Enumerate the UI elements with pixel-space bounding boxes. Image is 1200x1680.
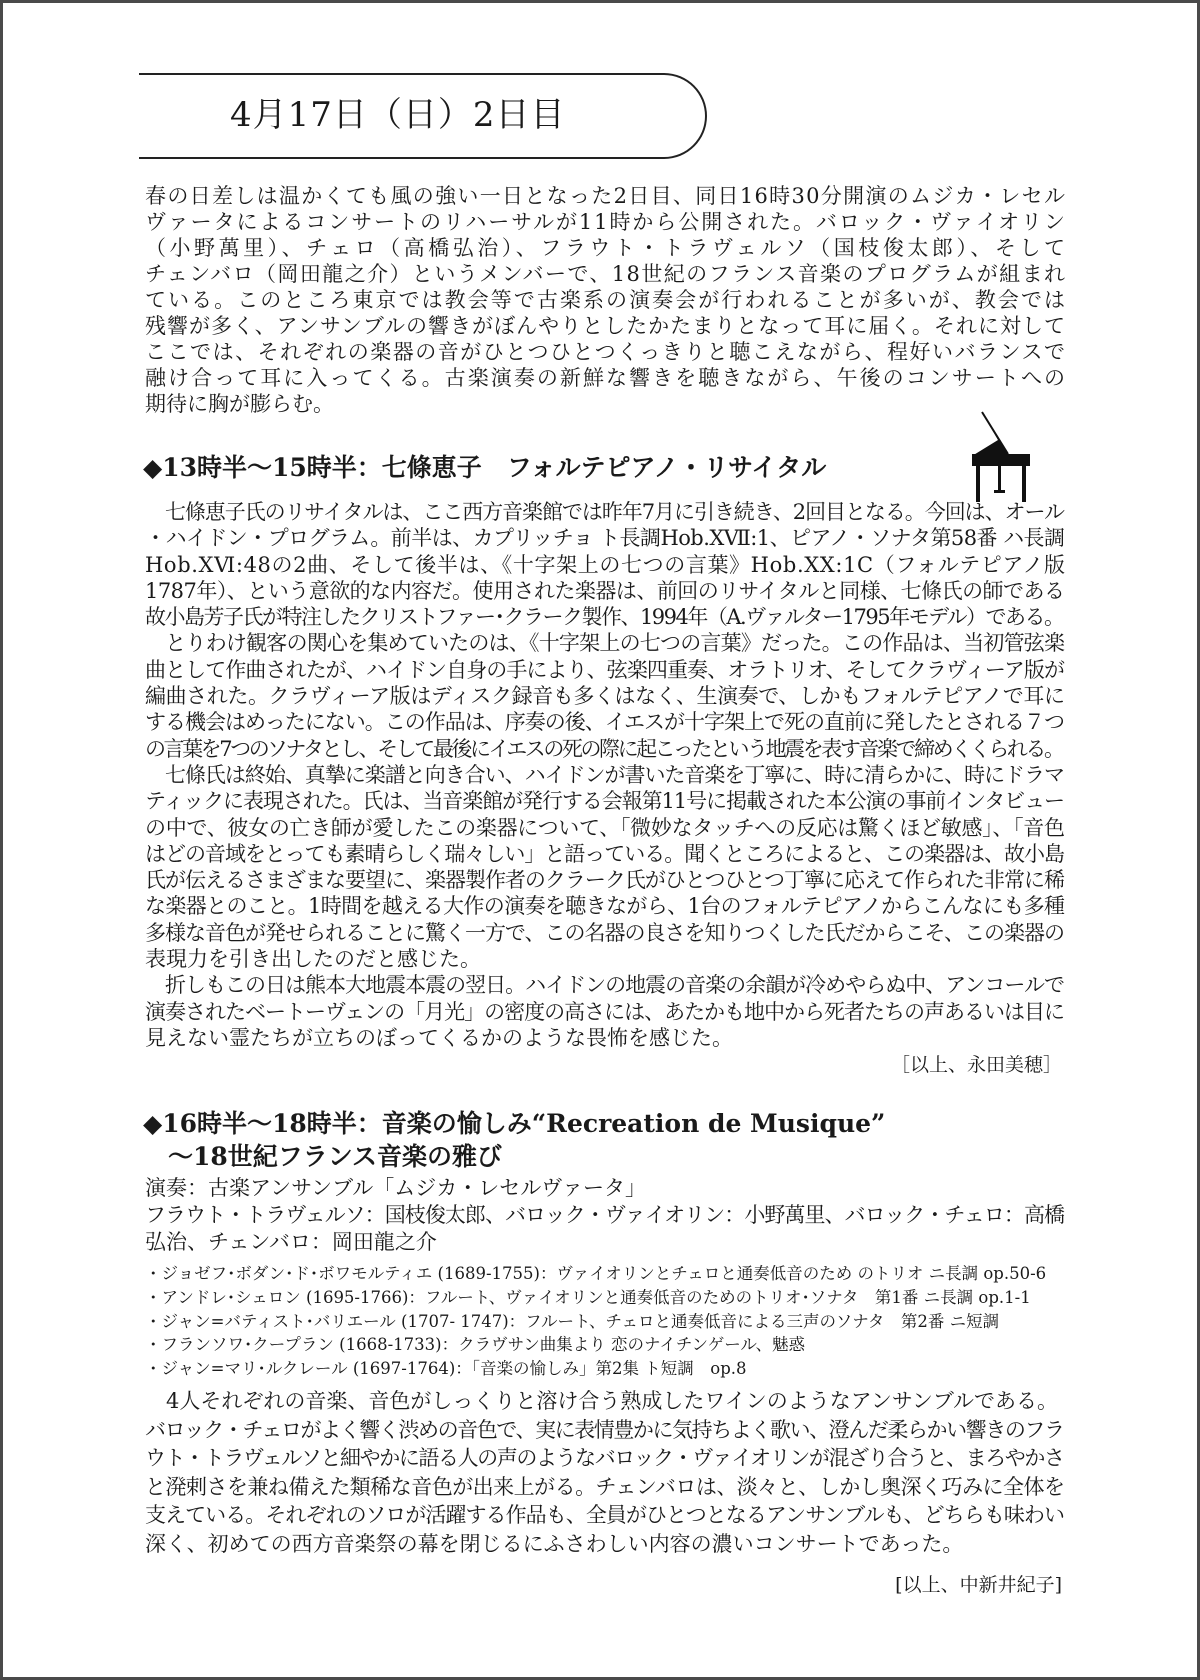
- text-line: 春の日差しは温かくても風の強い一日となった2日目、同日16時30分開演のムジカ・レセル: [145, 184, 1067, 208]
- section2-body: [145, 1387, 1065, 1559]
- text-line: フラウト・トラヴェルソ：国枝俊太郎、バロック・ヴァイオリン：小野萬里、バロック・チェロ：高橋: [145, 1203, 1065, 1227]
- text-line: ウト・トラヴェルソと細やかに語る人の声のようなバロック・ヴァイオリンが混ざり合うと、まろやかさ: [145, 1446, 1064, 1471]
- text-line: バロック・チェロがよく響く渋めの音色で、実に表情豊かに気持ちよく歌い、澄んだ柔らかい響きのフラ: [145, 1417, 1064, 1442]
- text-line: ・ハイドン・プログラム。前半は、カプリッチョ ト長調Hob.ⅩⅦ:1、ピアノ・ソナタ第58番 ハ長調: [145, 526, 1065, 551]
- text-line: （小野萬里）、チェロ（高橋弘治）、フラウト・トラヴェルソ（国枝俊太郎）、そして: [145, 236, 1069, 260]
- section1-heading: ◆13時半～15時半：七條恵子 フォルテピアノ・リサイタル: [143, 453, 827, 482]
- program-item: ・ジョゼフ･ボダン･ド･ボワモルティエ (1689-1755)：ヴァイオリンとチェロと通奏低音のため のトリオ ニ長調 op.50-6: [145, 1264, 1047, 1283]
- text-line: の中で、彼女の亡き師が愛したこの楽器について、「微妙なタッチへの反応は驚くほど敏感」、「音色: [145, 815, 1065, 840]
- text-line: 氏が伝えるさまざまな要望に、楽器製作者のクラーク氏がひとつひとつ丁寧に応えて作られた非常に稀: [145, 868, 1064, 893]
- section2-heading: ◆16時半～18時半：音楽の愉しみ“Recreation de Musique”: [143, 1109, 886, 1138]
- text-line: の言葉を7つのソナタとし、そして最後にイエスの死の際に起こったという地震を表す音楽で締めくくられる。: [145, 736, 1063, 761]
- text-line: 多様な音色が発せられることに驚く一方で、この名器の良さを知りつくした氏だからこそ、この楽器の: [145, 920, 1064, 945]
- text-line: 4人それぞれの音楽、音色がしっくりと溶け合う熟成したワインのようなアンサンブルである。: [145, 1389, 1058, 1413]
- text-line: 深く、初めての西方音楽祭の幕を閉じるにふさわしい内容の濃いコンサートであった。: [145, 1531, 964, 1556]
- text-line: 支えている。それぞれのソロが活躍する作品も、全員がひとつとなるアンサンブルも、どちらも味わい: [145, 1503, 1065, 1528]
- program-list: [145, 1262, 1065, 1381]
- grand-piano-icon: [968, 410, 1034, 504]
- text-line: 融け合って耳に入ってくる。古楽演奏の新鮮な響きを聴きながら、午後のコンサートへの: [145, 366, 1068, 390]
- text-line: 1787年）、という意欲的な内容だ。使用された楽器は、前回のリサイタルと同様、七條氏の師である: [145, 578, 1065, 603]
- text-line: 演奏：古楽アンサンブル「ムジカ・レセルヴァータ」: [145, 1176, 647, 1200]
- section2-credit: [以上、中新井紀子]: [895, 1574, 1062, 1596]
- text-line: はどの音域をとっても素晴らしく瑞々しい」と語っている。聞くところによると、この楽器は、故小島: [145, 841, 1064, 866]
- intro-paragraph: [145, 183, 1069, 417]
- program-item: ・フランソワ･クープラン (1668-1733)：クラヴサン曲集より 恋のナイチンゲール、魅惑: [145, 1335, 806, 1355]
- text-line: 弘治、チェンバロ：岡田龍之介: [145, 1230, 437, 1254]
- text-line: 表現力を引き出したのだと感じた。: [145, 947, 481, 972]
- text-line: 曲として作曲されたが、ハイドン自身の手により、弦楽四重奏、オラトリオ、そしてクラヴィーア版が: [145, 657, 1065, 682]
- text-line: 故小島芳子氏が特注したクリストファー･クラーク製作、1994年（A.ヴァルター1795年モデル）である。: [145, 605, 1064, 630]
- text-line: ヴァータによるコンサートのリハーサルが11時から公開された。バロック・ヴァイオリン: [145, 210, 1067, 234]
- text-line: 演奏されたベートーヴェンの「月光」の密度の高さには、あたかも地中から死者たちの声あるいは目に: [145, 999, 1064, 1024]
- text-line: チェンバロ（岡田龍之介）というメンバーで、18世紀のフランス音楽のプログラムが組まれ: [145, 262, 1067, 286]
- text-line: な楽器とのこと。1時間を越える大作の演奏を聴きながら、1台のフォルテピアノからこんなにも多種: [145, 894, 1065, 919]
- text-line: ティックに表現された。氏は、当音楽館が発行する会報第11号に掲載された本公演の事前インタビュー: [145, 789, 1064, 814]
- text-line: 残響が多く、アンサンブルの響きがぼんやりとしたかたまりとなって耳に届く。それに対して: [145, 314, 1067, 338]
- program-item: ・ジャン=バティスト･バリエール (1707- 1747)：フルート、チェロと通奏低音による三声のソナタ 第2番 ニ短調: [145, 1311, 1000, 1331]
- text-line: 七條恵子氏のリサイタルは、ここ西方音楽館では昨年7月に引き続き、2回目となる。今回は、オール: [145, 500, 1064, 524]
- text-line: 見えない霊たちが立ちのぼってくるかのような畏怖を感じた。: [145, 1025, 733, 1050]
- text-line: ここでは、それぞれの楽器の音がひとつひとつくっきりと聴こえながら、程好いバランスで: [145, 340, 1067, 364]
- section2-subheading: ～18世紀フランス音楽の雅び: [143, 1142, 503, 1171]
- text-line: 折しもこの日は熊本大地震本震の翌日。ハイドンの地震の音楽の余韻が冷めやらぬ中、アンコールで: [145, 973, 1064, 998]
- text-line: 七條氏は終始、真摯に楽譜と向き合い、ハイドンが書いた音楽を丁寧に、時に清らかに、時にドラマ: [145, 762, 1064, 787]
- program-item: ・アンドレ･シェロン (1695-1766)：フルート、ヴァイオリンと通奏低音のためのトリオ･ソナタ 第1番 ニ長調 op.1-1: [145, 1287, 1031, 1307]
- text-line: ている。このところ東京では教会等で古楽系の演奏会が行われることが多いが、教会では: [145, 288, 1068, 312]
- performers: [145, 1175, 1065, 1256]
- text-line: Hob.ⅩⅥ:48の2曲、そして後半は、《十字架上の七つの言葉》Hob.ⅩⅩ:1C（フォルテピアノ版: [145, 552, 1066, 577]
- section1-credit: ［以上、永田美穂］: [890, 1054, 1062, 1076]
- text-line: する機会はめったにない。この作品は、序奏の後、イエスが十字架上で死の直前に発したとされる７つ: [145, 710, 1064, 735]
- text-line: とりわけ観客の関心を集めていたのは、《十字架上の七つの言葉》だった。この作品は、当初管弦楽: [145, 631, 1065, 656]
- text-line: と溌剌さを兼ね備えた類稀な音色が出来上がる。チェンバロは、淡々と、しかし奥深く巧みに全体を: [145, 1474, 1065, 1499]
- text-line: 期待に胸が膨らむ。: [145, 392, 334, 416]
- text-line: 編曲された。クラヴィーア版はディスク録音も多くはなく、生演奏で、しかもフォルテピアノで耳に: [145, 684, 1065, 709]
- section1-body: [145, 499, 1065, 1051]
- program-item: ・ジャン=マリ･ルクレール (1697-1764)：「音楽の愉しみ」第2集 ト短調 op.8: [145, 1359, 747, 1379]
- page-title: 4月17日（日）2日目: [230, 95, 566, 135]
